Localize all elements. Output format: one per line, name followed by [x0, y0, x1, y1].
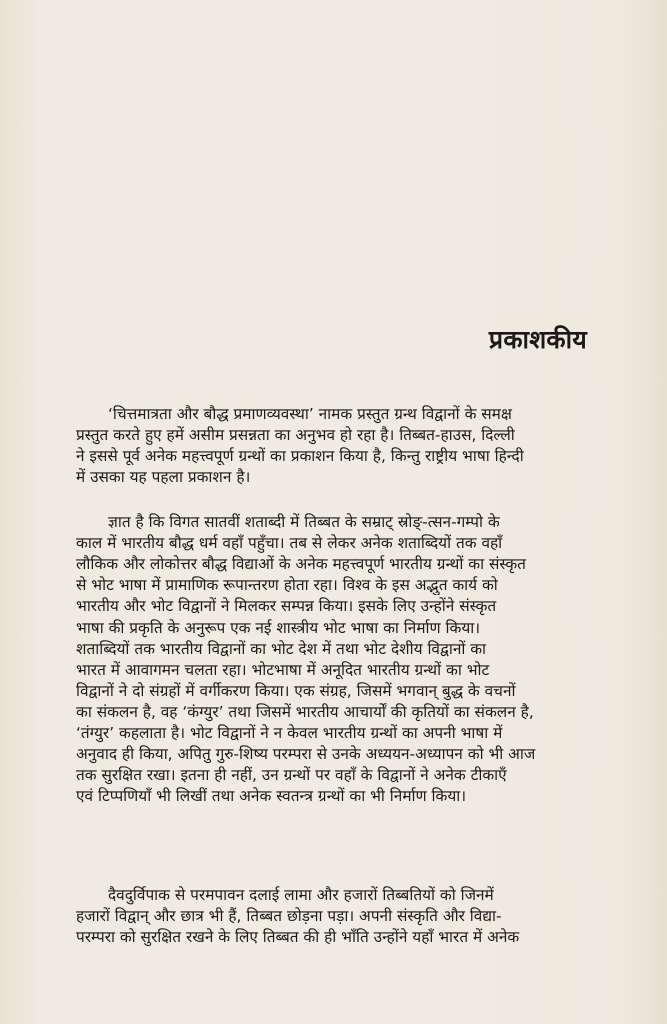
paragraph-line: एवं टिप्पणियाँ भी लिखीं तथा अनेक स्वतन्त्र ग्रन्थों का भी निर्माण किया। — [76, 787, 467, 806]
paragraph-line: भाषा की प्रकृति के अनुरूप एक नई शास्त्रीय भोट भाषा का निर्माण किया। — [76, 618, 481, 637]
paragraph-line: हजारों विद्वान् और छात्र भी हैं, तिब्बत छोड़ना पड़ा। अपनी संस्कृति और विद्या- — [76, 907, 502, 926]
paragraph-line: भारत में आवागमन चलता रहा। भोटभाषा में अनूदित भारतीय ग्रन्थों का भोट — [76, 660, 490, 679]
paragraph-line: ने इससे पूर्व अनेक महत्त्वपूर्ण ग्रन्थों का प्रकाशन किया है, किन्तु राष्ट्रीय भाषा हिन्दी — [76, 447, 524, 466]
page-title: प्रकाशकीय — [488, 325, 587, 354]
paragraph-line: लौकिक और लोकोत्तर बौद्ध विद्याओं के अनेक महत्त्वपूर्ण भारतीय ग्रन्थों का संस्कृत — [76, 555, 526, 574]
paragraph-line: प्रस्तुत करते हुए हमें असीम प्रसन्नता का अनुभव हो रहा है। तिब्बत-हाउस, दिल्ली — [76, 426, 515, 445]
paragraph-line: ‘तंग्युर’ कहलाता है। भोट विद्वानों ने न केवल भारतीय ग्रन्थों का अपनी भाषा में — [76, 724, 503, 742]
paragraph-line: तक सुरक्षित रखा। इतना ही नहीं, उन ग्रन्थों पर वहाँ के विद्वानों ने अनेक टीकाएँ — [76, 766, 507, 785]
paragraph-line: ज्ञात है कि विगत सातवीं शताब्दी में तिब्बत के सम्राट् स्रोङ्-त्सन-गम्पो के — [108, 513, 500, 531]
paragraph-line: ‘चित्तमात्रता और बौद्ध प्रमाणव्यवस्था’ नामक प्रस्तुत ग्रन्थ विद्वानों के समक्ष — [108, 405, 512, 423]
paragraph-line: दैवदुर्विपाक से परमपावन दलाई लामा और हजारों तिब्बतियों को जिनमें — [108, 886, 494, 904]
paragraph-line: विद्वानों ने दो संग्रहों में वर्गीकरण किया। एक संग्रह, जिसमें भगवान् बुद्ध के वचनों — [76, 681, 516, 700]
paragraph-line: भारतीय और भोट विद्वानों ने मिलकर सम्पन्न किया। इसके लिए उन्होंने संस्कृत — [76, 597, 497, 616]
paragraph-line: अनुवाद ही किया, अपितु गुरु-शिष्य परम्परा से उनके अध्ययन-अध्यापन को भी आज — [76, 745, 536, 764]
paragraph-line: परम्परा को सुरक्षित रखने के लिए तिब्बत की ही भाँति उन्होंने यहाँ भारत में अनेक — [76, 928, 520, 947]
paragraph-line: काल में भारतीय बौद्ध धर्म वहाँ पहुँचा। तब से लेकर अनेक शताब्दियों तक वहाँ — [76, 534, 503, 553]
paragraph-line: शताब्दियों तक भारतीय विद्वानों का भोट देश में तथा भोट देशीय विद्वानों का — [76, 639, 487, 658]
paragraph-line: से भोट भाषा में प्रामाणिक रूपान्तरण होता रहा। विश्व के इस अद्भुत कार्य को — [76, 576, 498, 595]
paragraph-line: में उसका यह पहला प्रकाशन है। — [76, 468, 251, 487]
paragraph-line: का संकलन है, वह ‘कंग्युर’ तथा जिसमें भारतीय आचार्यों की कृतियों का संकलन है, — [76, 702, 534, 721]
